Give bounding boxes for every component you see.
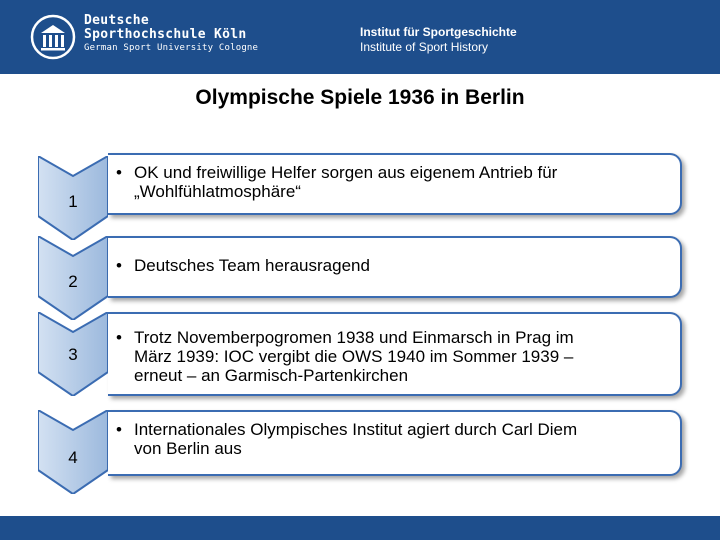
institute-name-en: Institute of Sport History: [360, 40, 489, 54]
item-line: erneut – an Garmisch-Partenkirchen: [134, 366, 409, 385]
footer-bar: [0, 516, 720, 540]
step-number: 1: [68, 192, 78, 211]
step-number: 2: [68, 272, 78, 291]
item-line: Trotz Novemberpogromen 1938 und Einmarsch in Prag im: [134, 328, 574, 347]
header-bar: [0, 0, 720, 74]
chevron-2-shape: [38, 236, 108, 320]
institute-name: [360, 25, 517, 55]
item-1-box: [108, 153, 682, 215]
bullet-icon: •: [116, 163, 122, 182]
step-number: 3: [68, 345, 78, 364]
item-4-box: [108, 410, 682, 476]
institute-name-de: Institut für Sportgeschichte: [360, 25, 517, 39]
bullet-icon: •: [116, 328, 122, 347]
item-1-text: [116, 163, 670, 201]
item-line: „Wohlfühlatmosphäre“: [134, 182, 301, 201]
item-line: Deutsches Team herausragend: [134, 256, 370, 275]
item-2-box: [108, 236, 682, 298]
item-line: März 1939: IOC vergibt die OWS 1940 im Sommer 1939 –: [134, 347, 574, 366]
item-line: von Berlin aus: [134, 439, 242, 458]
item-line: Internationales Olympisches Institut agiert durch Carl Diem: [134, 420, 578, 439]
chevron-1-shape: [38, 156, 108, 240]
item-3-box: [108, 312, 682, 396]
item-2-text: [116, 256, 670, 275]
chevron-3-shape: [38, 312, 108, 396]
item-4-text: [116, 420, 670, 458]
university-logo-icon: [30, 14, 76, 60]
chevron-4-shape: [38, 410, 108, 494]
step-number: 4: [68, 448, 78, 467]
bullet-icon: •: [116, 256, 122, 275]
slide-title: Olympische Spiele 1936 in Berlin: [195, 86, 525, 109]
university-name: [84, 14, 258, 55]
logo-line-3: German Sport University Cologne: [84, 43, 259, 53]
item-3-text: [116, 328, 670, 385]
bullet-icon: •: [116, 420, 122, 439]
logo-line-2: Sporthochschule Köln: [84, 27, 247, 42]
item-line: OK und freiwillige Helfer sorgen aus eigenem Antrieb für: [134, 163, 558, 182]
logo-line-1: Deutsche: [84, 13, 150, 28]
